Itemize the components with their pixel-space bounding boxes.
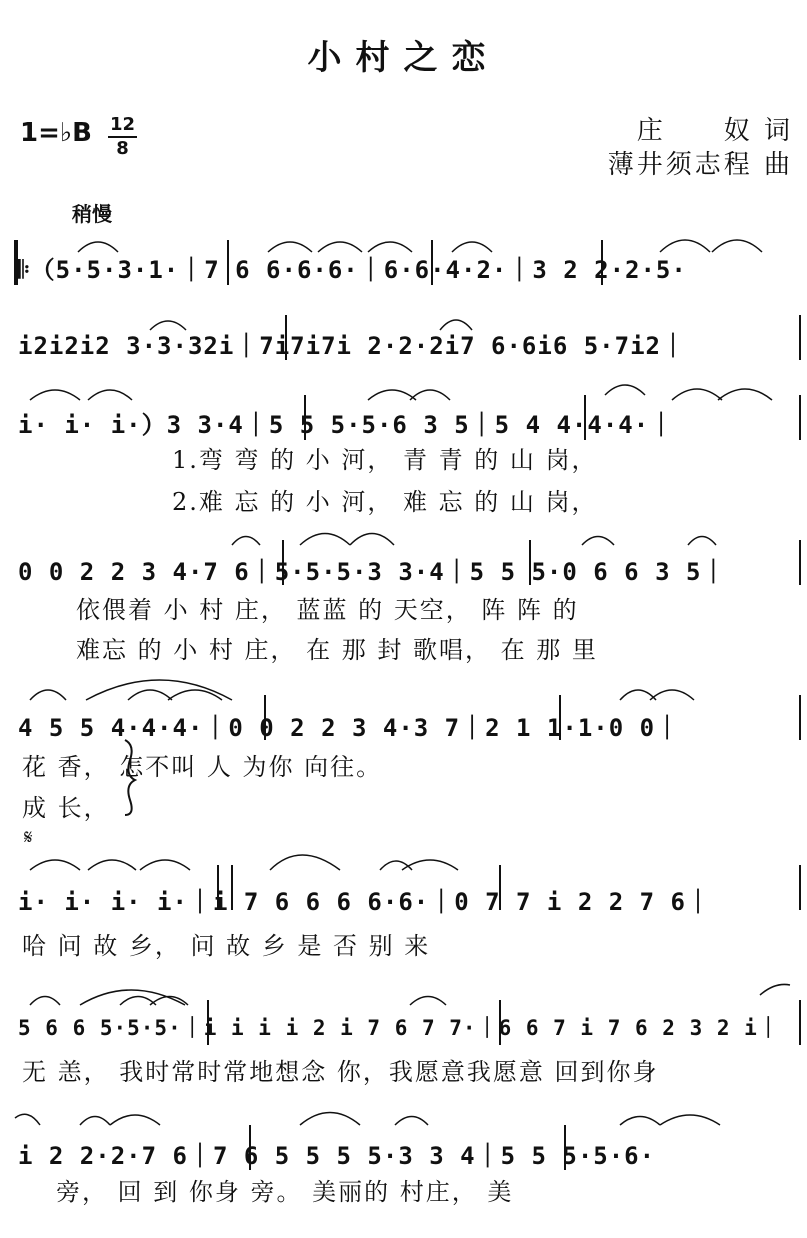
lyric-line-5b: 成 长， bbox=[22, 794, 110, 822]
notation-line-8: i 2 2·2·7 6｜7 6 5 5 5 5·3 3 4｜5 5 5·5·6· bbox=[18, 1142, 656, 1170]
lyric-line-8: 旁， 回 到 你身 旁。 美丽的 村庄， 美 bbox=[56, 1178, 514, 1206]
time-denominator: 8 bbox=[116, 138, 129, 159]
lyric-line-4b: 难忘 的 小 村 庄， 在 那 封 歌唱， 在 那 里 bbox=[76, 636, 598, 664]
notation-line-6: i· i· i· i·｜i 7 6 6 6 6·6·｜0 7 7 i 2 2 7 6｜ bbox=[18, 888, 711, 916]
notation-line-5: 4 5 5 4·4·4·｜0 0 2 2 3 4·3 7｜2 1 1·1·0 0｜ bbox=[18, 714, 681, 742]
segno-sign: 𝄋 bbox=[24, 825, 33, 849]
notation-line-1: 𝄆（5·5·3·1·｜7 6 6·6·6·｜6·6·4·2·｜3 2 2·2·5· bbox=[18, 256, 687, 284]
composer-credit: 薄井须志程 曲 bbox=[607, 150, 793, 180]
lyric-line-7: 无 恙， 我时常时常地想念 你，我愿意我愿意 回到你身 bbox=[22, 1058, 659, 1086]
time-numerator: 12 bbox=[108, 114, 137, 138]
slurs bbox=[15, 240, 790, 1125]
notation-line-3: i· i· i·）3 3·4｜5 5 5·5·6 3 5｜5 4 4·4·4·｜ bbox=[18, 411, 675, 439]
tempo-marking: 稍慢 bbox=[72, 202, 112, 226]
notation-line-2: i2i2i2 3·3·32i｜7i7i7i 2·2·2i7 6·6i6 5·7i2｜ bbox=[18, 332, 686, 360]
lyric-line-5a: 花 香， 怎不叫 人 为你 向往。 bbox=[22, 753, 383, 781]
song-title: 小村之恋 bbox=[307, 38, 500, 78]
lyric-line-3b: 2.难 忘 的 小 河， 难 忘 的 山 岗， bbox=[172, 488, 598, 516]
lyric-line-3a: 1.弯 弯 的 小 河， 青 青 的 山 岗， bbox=[172, 446, 598, 474]
lyric-line-4a: 依偎着 小 村 庄， 蓝蓝 的 天空， 阵 阵 的 bbox=[76, 596, 579, 624]
notation-line-7: 5 6 6 5·5·5·｜i i i i 2 i 7 6 7 7·｜6 6 7 i 7 6 2 3 2 i｜ bbox=[18, 1016, 780, 1040]
time-signature bbox=[108, 114, 137, 160]
lyric-line-6: 哈 问 故 乡， 问 故 乡 是 否 别 来 bbox=[22, 932, 431, 960]
lyricist-credit: 庄 奴 词 bbox=[636, 116, 793, 146]
notation-line-4: 0 0 2 2 3 4·7 6｜5·5·5·3 3·4｜5 5 5·0 6 6 3 5｜ bbox=[18, 558, 727, 586]
key-signature: 1=♭B bbox=[20, 118, 92, 148]
